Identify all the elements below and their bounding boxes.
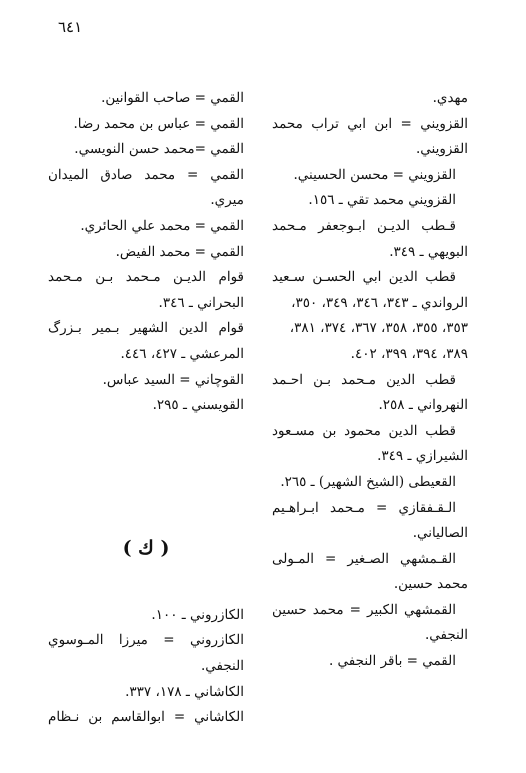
- index-entry: [48, 316, 244, 367]
- index-entry-continuation: الشيرازي ـ ٣٤٩.: [377, 448, 468, 465]
- index-entry-continuation: النهرواني ـ ٢٥٨.: [378, 397, 468, 414]
- index-entry-heading: القمي = باقر النجفي .: [328, 653, 456, 670]
- index-entry: [48, 265, 244, 316]
- index-entry: [48, 163, 244, 214]
- index-entry: [48, 112, 244, 138]
- index-entry-continuation: النجفي.: [424, 627, 468, 644]
- index-entry-heading: قطب الدين مـحمد بـن احـمد: [272, 371, 456, 388]
- index-entry-continuation: البحراني ـ ٣٤٦.: [158, 294, 244, 311]
- index-entry: [272, 368, 468, 419]
- index-entry: [272, 163, 468, 189]
- index-entry: [272, 598, 468, 649]
- index-entry: [272, 470, 468, 496]
- index-entry-heading: القويسني ـ ٢٩٥.: [152, 397, 244, 414]
- index-entry-heading: قوام الديـن مـحمد بـن مـحمد: [48, 269, 244, 286]
- index-entry-heading: قوام الدين الشهير بـمير بـزرگ: [48, 320, 244, 337]
- index-column-right: [272, 86, 468, 675]
- index-entry-continuation: البويهي ـ ٣٤٩.: [389, 243, 468, 260]
- index-entry-continuation: الصالياني.: [412, 525, 468, 542]
- index-entry: [48, 603, 244, 629]
- index-entry-heading: القمي = صاحب القوانين.: [101, 90, 244, 106]
- index-entry-heading: القعيطى (الشيخ الشهير) ـ ٢٦٥.: [280, 473, 456, 490]
- index-entry-continuation: القزويني.: [415, 141, 468, 158]
- index-entry: [272, 86, 468, 112]
- index-entry-heading: القمي = عباس بن محمد رضا.: [73, 115, 244, 132]
- index-entry: [48, 368, 244, 394]
- index-entry-heading: مهدي.: [432, 90, 468, 106]
- index-entry-continuation: النجفي.: [200, 657, 244, 674]
- index-column-left-bottom: [48, 603, 244, 731]
- index-entry-heading: الـقـفقازي = مـحمد ابـراهـيم: [272, 499, 456, 516]
- index-entry-heading: القمشهي الكبير = محمد حسين: [272, 601, 456, 618]
- index-entry-continuation: ٣٨٩، ٣٩٤، ٣٩٩، ٤٠٢.: [350, 345, 468, 362]
- index-entry-continuation: ميري.: [210, 192, 244, 209]
- index-entry: [272, 649, 468, 675]
- index-entry: [48, 680, 244, 706]
- index-entry-heading: الكاشاني ـ ١٧٨، ٣٣٧.: [125, 683, 244, 700]
- index-entry-heading: القمي = محمد صادق الميدان: [48, 166, 244, 183]
- index-entry-heading: الكازروني ـ ١٠٠.: [151, 606, 244, 623]
- section-letter-heading: ( ك ): [122, 536, 170, 559]
- index-entry-heading: القزويني محمد تقي ـ ١٥٦.: [308, 192, 456, 209]
- index-entry: [272, 188, 468, 214]
- index-entry-heading: القزويني = محسن الحسيني.: [293, 166, 456, 183]
- index-entry: [272, 214, 468, 265]
- index-entry-heading: قطب الدين محمود بن مسـعود: [272, 422, 456, 439]
- index-entry-heading: قطب الدين ابي الحسـن سـعيد: [272, 269, 456, 286]
- index-entry-continuation: المرعشي ـ ٤٢٧، ٤٤٦.: [120, 345, 244, 362]
- index-entry: [48, 240, 244, 266]
- index-column-left: [48, 86, 244, 731]
- index-entry: [272, 547, 468, 598]
- page-number: ٦٤١: [58, 18, 83, 36]
- index-entry-heading: الكازروني = ميرزا المـوسوي: [48, 632, 244, 649]
- index-entry: [272, 112, 468, 163]
- index-entry-heading: القوچاني = السيد عباس.: [102, 371, 244, 388]
- index-entry-heading: القزويني = ابن ابي تراب محمد: [272, 115, 468, 132]
- index-entry: [272, 419, 468, 470]
- index-entry: [272, 496, 468, 547]
- index-entry: [272, 265, 468, 367]
- index-entry: [48, 628, 244, 679]
- index-entry-heading: القمي = محمد الفيض.: [115, 243, 244, 260]
- index-entry: [48, 705, 244, 731]
- index-entry-continuation: ٣٥٣، ٣٥٥، ٣٥٨، ٣٦٧، ٣٧٤، ٣٨١،: [289, 320, 468, 337]
- index-entry-continuation: محمد حسين.: [393, 576, 468, 593]
- index-entry-heading: القمي =محمد حسن النويسي.: [74, 141, 244, 158]
- index-entry: [48, 86, 244, 112]
- index-entry: [48, 214, 244, 240]
- index-column-left-top: [48, 86, 244, 419]
- index-entry-heading: القـمشهي الصـغير = المـولى: [272, 550, 456, 567]
- index-entry: [48, 393, 244, 419]
- index-entry-continuation: الرواندي ـ ٣٤٣، ٣٤٦، ٣٤٩، ٣٥٠،: [291, 294, 468, 311]
- index-entry-heading: الكاشاني = ابوالقاسم بن نـظام: [48, 709, 244, 726]
- index-entry-heading: قـطب الديـن ابـوجعفر مـحمد: [272, 217, 456, 234]
- index-entry: [48, 137, 244, 163]
- index-entry-heading: القمي = محمد علي الحائري.: [80, 217, 244, 234]
